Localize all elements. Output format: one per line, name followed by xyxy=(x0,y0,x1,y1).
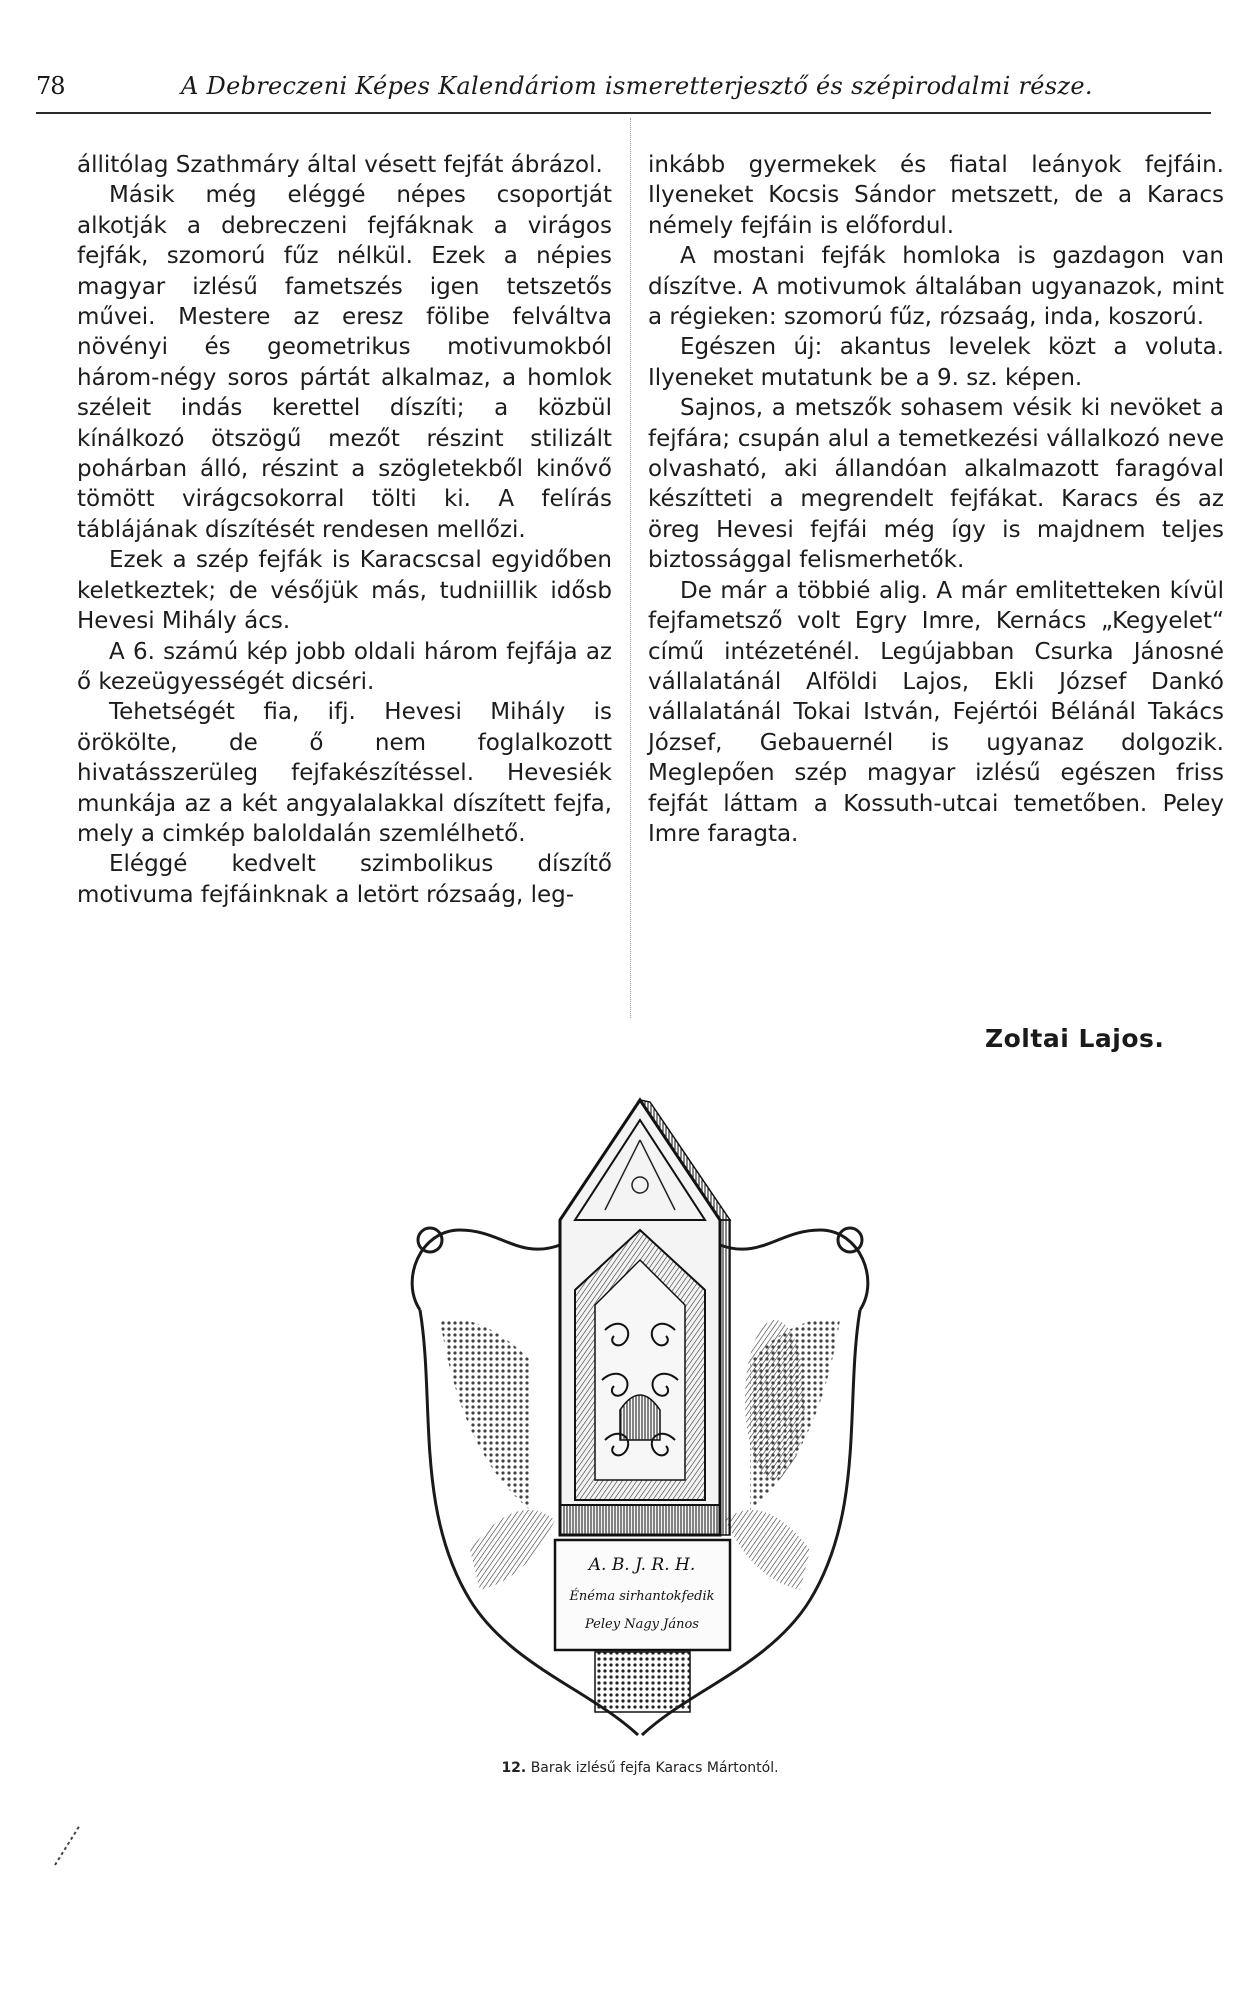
left-paragraph: Tehetségét fia, ifj. Hevesi Mihály is örökölte, de ő nem foglalkozott hivatásszerüleg fejfakészítéssel. Hevesiék munkája az a két angyalalakkal díszített fejfa, mely a cimkép baloldalán szemlélhető. xyxy=(77,699,612,847)
plate-initials: A. B. J. R. H. xyxy=(588,1555,696,1575)
inscription-plate xyxy=(555,1540,730,1712)
caption-number: 12. xyxy=(501,1760,527,1776)
author-signature: Zoltai Lajos. xyxy=(985,1024,1165,1053)
left-paragraph: Másik még eléggé népes csoportját alkotják a debreczeni fejfáknak a virágos fejfák, szomorú fűz nélkül. Ezek a népies magyar izlésű fametszés igen tetszetős művei. Mestere az eresz fölibe felváltva növényi és geometrikus motivumokból három-négy soros pártát alkalmaz, a homlok széleit indás kerettel díszíti; a közbül kínálkozó ötszögű mezőt részint stilizált pohárban álló, részint a szögletekből kinővő tömött virágcsokorral tölti ki. A felírás táblájának díszítését rendesen mellőzi. xyxy=(77,182,612,543)
header-rule xyxy=(36,112,1211,114)
column-divider xyxy=(630,118,631,1018)
page-header xyxy=(36,66,1211,106)
right-paragraph: Egészen új: akantus levelek közt a voluta. Ilyeneket mutatunk be a 9. sz. képen. xyxy=(648,334,1224,391)
right-paragraph: inkább gyermekek és fiatal leányok fejfáin. Ilyeneket Kocsis Sándor metszett, de a Karacs némely fejfáin is előfordul. xyxy=(648,152,1224,239)
plate-line-1: Énéma sirhantokfedik xyxy=(569,1589,715,1604)
page-number: 78 xyxy=(36,72,65,100)
headboard-engraving xyxy=(380,1080,900,1780)
right-paragraph: A mostani fejfák homloka is gazdagon van díszítve. A motivumok általában ugyanazok, mint a régieken: szomorú fűz, rózsaág, inda, koszorú. xyxy=(648,243,1224,331)
headboard-illustration xyxy=(380,1080,900,1780)
left-paragraph: állitólag Szathmáry által vésett fejfát ábrázol. xyxy=(77,152,603,178)
right-paragraph: De már a többié alig. A már emlitetteken kívül fejfametsző volt Egry Imre, Kernács „Kegyelet“ című intézeténél. Legújabban Csurka Jánosné vállalatánál Alföldi Lajos, Ekli József Dankó vállalatánál Tokai István, Fejértói Bélánál Takács József, Gebauernél is ugyanaz dolgozik. Meglepően szép magyar izlésű egészen friss fejfát láttam a Kossuth-utcai temetőben. Peley Imre faragta. xyxy=(648,577,1224,847)
left-paragraph: Eléggé kedvelt szimbolikus díszítő motivuma fejfáinknak a letört rózsaág, leg- xyxy=(77,851,612,908)
right-column xyxy=(648,150,1224,849)
plate-line-2: Peley Nagy János xyxy=(585,1617,699,1632)
headboard-body xyxy=(560,1100,730,1535)
figure-caption xyxy=(380,1760,900,1776)
left-paragraph: A 6. számú kép jobb oldali három fejfája az ő kezeügyességét dicséri. xyxy=(77,638,612,695)
ink-mark xyxy=(50,1820,90,1870)
caption-text: Barak izlésű fejfa Karacs Mártontól. xyxy=(530,1760,779,1776)
left-paragraph: Ezek a szép fejfák is Karacscsal egyidőben keletkeztek; de vésőjük más, tudniillik idősb Hevesi Mihály ács. xyxy=(77,547,612,635)
left-column xyxy=(77,150,612,910)
running-title: A Debreczeni Képes Kalendáriom ismeretterjesztő és szépirodalmi része. xyxy=(181,72,1093,100)
right-paragraph: Sajnos, a metszők sohasem vésik ki nevöket a fejfára; csupán alul a temetkezési vállalkozó neve olvasható, aki állandóan alkalmazott faragóval készítteti a megrendelt fejfákat. Karacs és az öreg Hevesi fejfái még így is majdnem teljes biztossággal felismerhetők. xyxy=(648,395,1224,574)
